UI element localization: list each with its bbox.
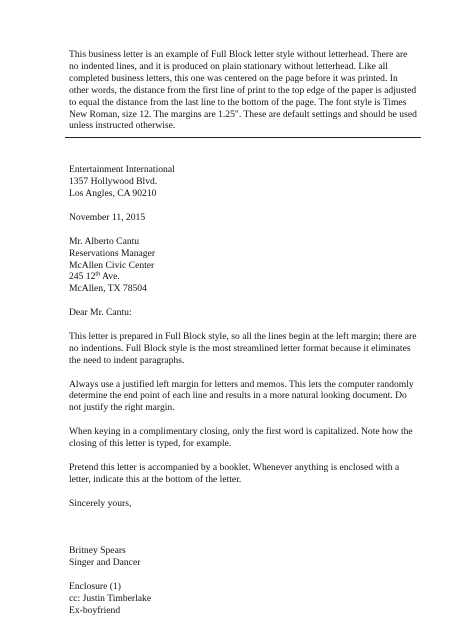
recipient-street-name: Ave. xyxy=(100,271,120,283)
body-paragraph-1: This letter is prepared in Full Block style, so all the lines begin at the left margin; there are no indentions. Full Block style is the most streamlined letter format because it eliminates the need to indent paragraphs. xyxy=(69,330,417,366)
body-paragraph-3: When keying in a complimentary closing, only the first word is capitalized. Note how the closing of this letter is typed, for example. xyxy=(69,426,413,450)
letter-date-block xyxy=(69,212,417,224)
cc-notation: cc: Justin Timberlake xyxy=(69,592,152,604)
signature-block xyxy=(69,545,417,569)
signer-title: Singer and Dancer xyxy=(69,557,141,569)
recipient-street xyxy=(69,271,417,283)
recipient-street-ordinal: th xyxy=(95,270,101,278)
recipient-address xyxy=(69,236,417,296)
body-paragraph-2: Always use a justified left margin for letters and memos. This lets the computer randomly determine the end point of each line and results in a more natural looking document. Do not justify the right margin. xyxy=(69,378,414,414)
horizontal-divider xyxy=(65,137,421,138)
intro-paragraph: This business letter is an example of Full Block letter style without letterhead. There are no indented lines, and it is produced on plain stationary without letterhead. Like all completed business letters, this one was centered on the page before it was printed. In other words, the distance from the first line of print to the top edge of the paper is adjusted to equal the distance from the last line to the bottom of the page. The font style is Times New Roman, size 12. The margins are 1.25". These are default settings and should be used unless instructed otherwise. xyxy=(69,49,417,132)
closing-block xyxy=(69,498,417,510)
letter-body xyxy=(69,49,417,617)
recipient-name: Mr. Alberto Cantu xyxy=(69,235,140,247)
recipient-org: McAllen Civic Center xyxy=(69,259,155,271)
salutation-block xyxy=(69,307,417,319)
recipient-street-number: 245 12 xyxy=(69,271,96,283)
sender-city: Los Angles, CA 90210 xyxy=(69,188,157,200)
sender-address xyxy=(69,164,417,200)
cc-note: Ex-boyfriend xyxy=(69,604,121,616)
recipient-title: Reservations Manager xyxy=(69,247,156,259)
body-paragraph-4: Pretend this letter is accompanied by a booklet. Whenever anything is enclosed with a letter, indicate this at the bottom of the letter. xyxy=(69,461,400,485)
complimentary-closing: Sincerely yours, xyxy=(69,497,132,509)
salutation: Dear Mr. Cantu: xyxy=(69,307,132,319)
letter-date: November 11, 2015 xyxy=(69,211,146,223)
recipient-city: McAllen, TX 78504 xyxy=(69,283,147,295)
sender-street: 1357 Hollywood Blvd. xyxy=(69,176,158,188)
sender-name: Entertainment International xyxy=(69,164,175,176)
enclosure-block xyxy=(69,581,417,617)
signer-name: Britney Spears xyxy=(69,545,126,557)
enclosure-notation: Enclosure (1) xyxy=(69,580,121,592)
